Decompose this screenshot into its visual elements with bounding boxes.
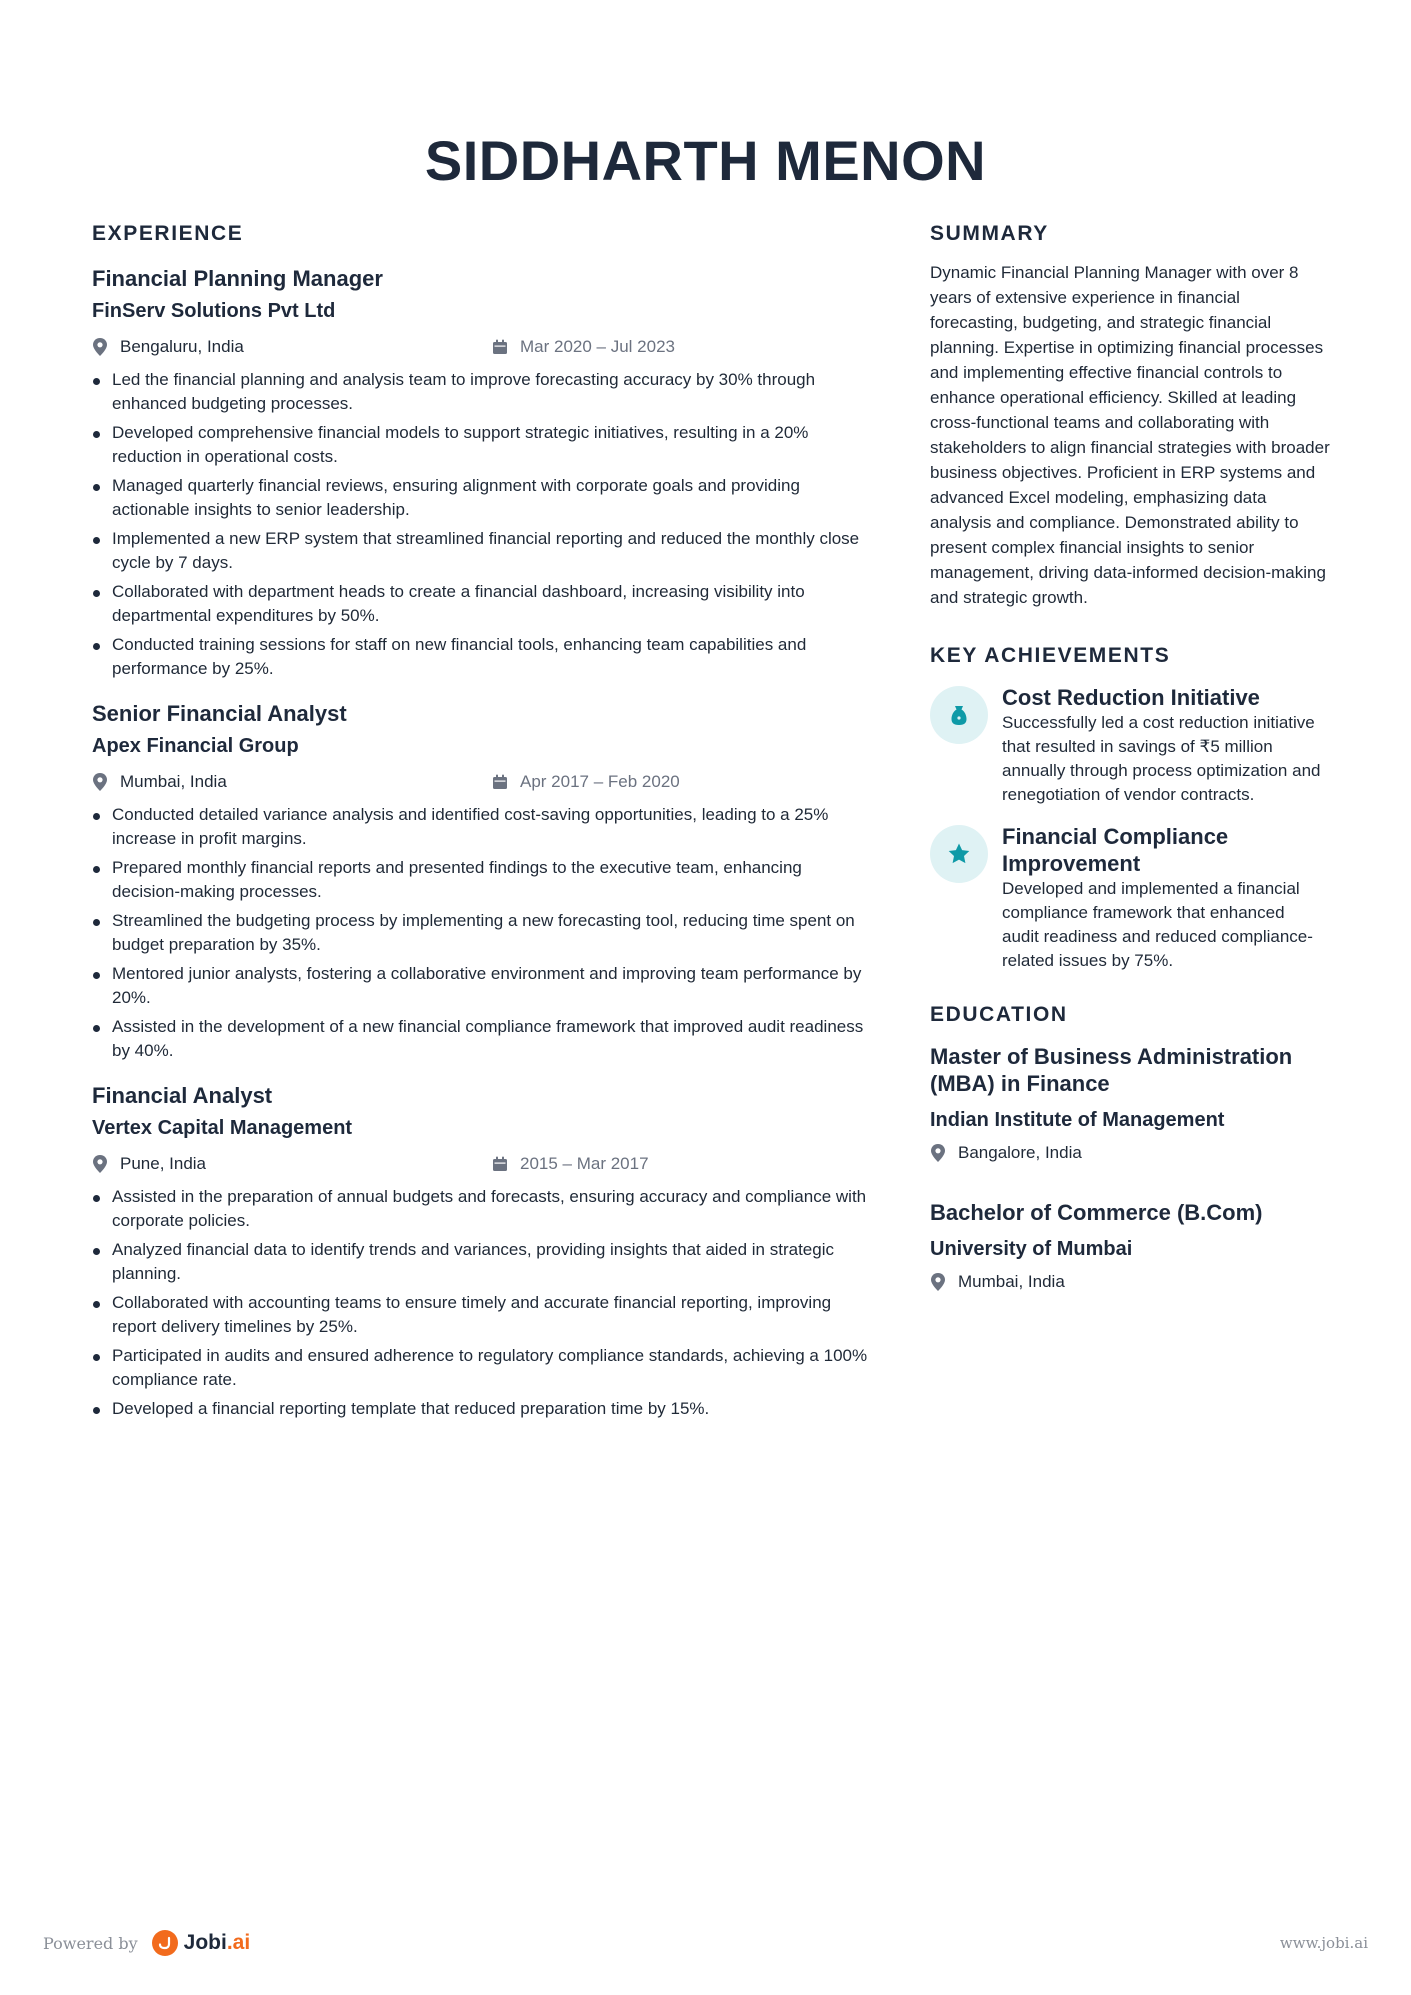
achievements-heading: KEY ACHIEVEMENTS <box>930 644 1171 667</box>
education-degree: Master of Business Administration (MBA) in Finance <box>930 1044 1293 1096</box>
experience-heading: EXPERIENCE <box>92 222 244 245</box>
education-location <box>930 1143 1330 1163</box>
job-bullet: Collaborated with department heads to create a financial dashboard, increasing visibility into departmental expenditures by 50%. <box>92 580 872 628</box>
job-location-text: Pune, India <box>120 1154 207 1173</box>
job-meta <box>92 334 872 360</box>
achievement-item <box>930 823 1330 973</box>
job-bullet: Mentored junior analysts, fostering a collaborative environment and improving team performance by 20%. <box>92 962 872 1010</box>
location-pin-icon <box>930 1273 946 1291</box>
job-bullet: Prepared monthly financial reports and presented findings to the executive team, enhancing decision-making processes. <box>92 856 872 904</box>
job-location <box>92 1154 492 1174</box>
education-school: Indian Institute of Management <box>930 1109 1225 1131</box>
job-dates-text: 2015 – Mar 2017 <box>520 1154 649 1173</box>
job-bullet: Implemented a new ERP system that streamlined financial reporting and reduced the monthly close cycle by 7 days. <box>92 527 872 575</box>
education-heading: EDUCATION <box>930 1003 1068 1026</box>
education-section <box>930 1003 1330 1292</box>
job-dates <box>492 772 680 792</box>
job-bullets <box>92 1185 872 1421</box>
candidate-name: SIDDHARTH MENON <box>424 129 987 192</box>
job-meta <box>92 769 872 795</box>
job-meta <box>92 1151 872 1177</box>
location-pin-icon <box>92 773 108 791</box>
job-bullet: Assisted in the preparation of annual budgets and forecasts, ensuring accuracy and compliance with corporate policies. <box>92 1185 872 1233</box>
calendar-icon <box>492 339 508 355</box>
education-location-text: Mumbai, India <box>958 1272 1065 1291</box>
powered-by-text: Powered by <box>43 1933 138 1953</box>
job-bullet: Collaborated with accounting teams to ensure timely and accurate financial reporting, improving report delivery timelines by 25%. <box>92 1291 872 1339</box>
jobi-logo-link[interactable] <box>152 1930 251 1956</box>
education-item <box>930 1199 1330 1292</box>
piggy-bank-icon <box>930 686 988 744</box>
achievement-desc: Developed and implemented a financial compliance framework that enhanced audit readiness and reduced compliance-related issues by 75%. <box>1002 879 1313 970</box>
job-location <box>92 772 492 792</box>
job-dates <box>492 1154 649 1174</box>
job-bullet: Led the financial planning and analysis team to improve forecasting accuracy by 30% through enhanced budgeting processes. <box>92 368 872 416</box>
job-location-text: Mumbai, India <box>120 772 227 791</box>
achievement-item <box>930 684 1330 807</box>
job-bullet: Participated in audits and ensured adherence to regulatory compliance standards, achieving a 100% compliance rate. <box>92 1344 872 1392</box>
left-column <box>92 222 872 1426</box>
job-location <box>92 337 492 357</box>
job-dates-text: Apr 2017 – Feb 2020 <box>520 772 680 791</box>
job-bullets <box>92 803 872 1063</box>
star-icon <box>930 825 988 883</box>
summary-heading: SUMMARY <box>930 222 1049 245</box>
summary-text: Dynamic Financial Planning Manager with over 8 years of extensive experience in financial forecasting, budgeting, and strategic financial planning. Expertise in optimizing financial processes and implementing effective financial controls to enhance operational efficiency. Skilled at leading cross-functional teams and collaborating with stakeholders to align financial strategies with broader business objectives. Proficient in ERP systems and advanced Excel modeling, emphasizing data analysis and compliance. Demonstrated ability to present complex financial insights to senior management, driving data-informed decision-making and strategic growth. <box>930 263 1330 607</box>
job-bullet: Developed a financial reporting template that reduced preparation time by 15%. <box>92 1397 872 1421</box>
job-company: FinServ Solutions Pvt Ltd <box>92 300 336 322</box>
job-bullet: Analyzed financial data to identify trends and variances, providing insights that aided in strategic planning. <box>92 1238 872 1286</box>
job-bullet: Conducted detailed variance analysis and identified cost-saving opportunities, leading to a 25% increase in profit margins. <box>92 803 872 851</box>
location-pin-icon <box>92 1155 108 1173</box>
job-bullet: Streamlined the budgeting process by implementing a new forecasting tool, reducing time spent on budget preparation by 35%. <box>92 909 872 957</box>
footer-powered-by <box>43 1930 250 1956</box>
education-location-text: Bangalore, India <box>958 1143 1082 1162</box>
job-bullet: Conducted training sessions for staff on new financial tools, enhancing team capabilities and performance by 25%. <box>92 633 872 681</box>
job-title: Financial Analyst <box>92 1083 273 1108</box>
footer-site-link[interactable]: www.jobi.ai <box>1279 1934 1368 1952</box>
job-bullet: Assisted in the development of a new financial compliance framework that improved audit readiness by 40%. <box>92 1015 872 1063</box>
job-entry <box>92 699 872 1063</box>
job-company: Apex Financial Group <box>92 735 299 757</box>
job-bullets <box>92 368 872 681</box>
job-bullet: Developed comprehensive financial models to support strategic initiatives, resulting in a 20% reduction in operational costs. <box>92 421 872 469</box>
jobi-logo-text: Jobi <box>183 1931 227 1954</box>
achievement-desc: Successfully led a cost reduction initiative that resulted in savings of ₹5 million annually through process optimization and renegotiation of vendor contracts. <box>1002 713 1321 804</box>
education-school: University of Mumbai <box>930 1238 1133 1260</box>
job-company: Vertex Capital Management <box>92 1117 353 1139</box>
location-pin-icon <box>92 338 108 356</box>
achievements-section <box>930 644 1330 973</box>
job-entry <box>92 1081 872 1421</box>
job-title: Financial Planning Manager <box>92 266 383 291</box>
education-item <box>930 1043 1330 1163</box>
job-dates-text: Mar 2020 – Jul 2023 <box>520 337 675 356</box>
achievement-body <box>1002 684 1322 807</box>
job-location-text: Bengaluru, India <box>120 337 244 356</box>
jobi-logo-suffix: .ai <box>226 1931 251 1954</box>
job-dates <box>492 337 675 357</box>
education-location <box>930 1272 1330 1292</box>
achievement-title: Financial Compliance Improvement <box>1002 824 1229 876</box>
job-entry <box>92 264 872 681</box>
calendar-icon <box>492 774 508 790</box>
job-title: Senior Financial Analyst <box>92 701 347 726</box>
jobi-logo-icon <box>152 1930 178 1956</box>
education-degree: Bachelor of Commerce (B.Com) <box>930 1200 1263 1225</box>
job-bullet: Managed quarterly financial reviews, ensuring alignment with corporate goals and providing actionable insights to senior leadership. <box>92 474 872 522</box>
location-pin-icon <box>930 1144 946 1162</box>
achievement-title: Cost Reduction Initiative <box>1002 685 1260 710</box>
achievement-body <box>1002 823 1322 973</box>
calendar-icon <box>492 1156 508 1172</box>
right-column <box>930 222 1330 1292</box>
